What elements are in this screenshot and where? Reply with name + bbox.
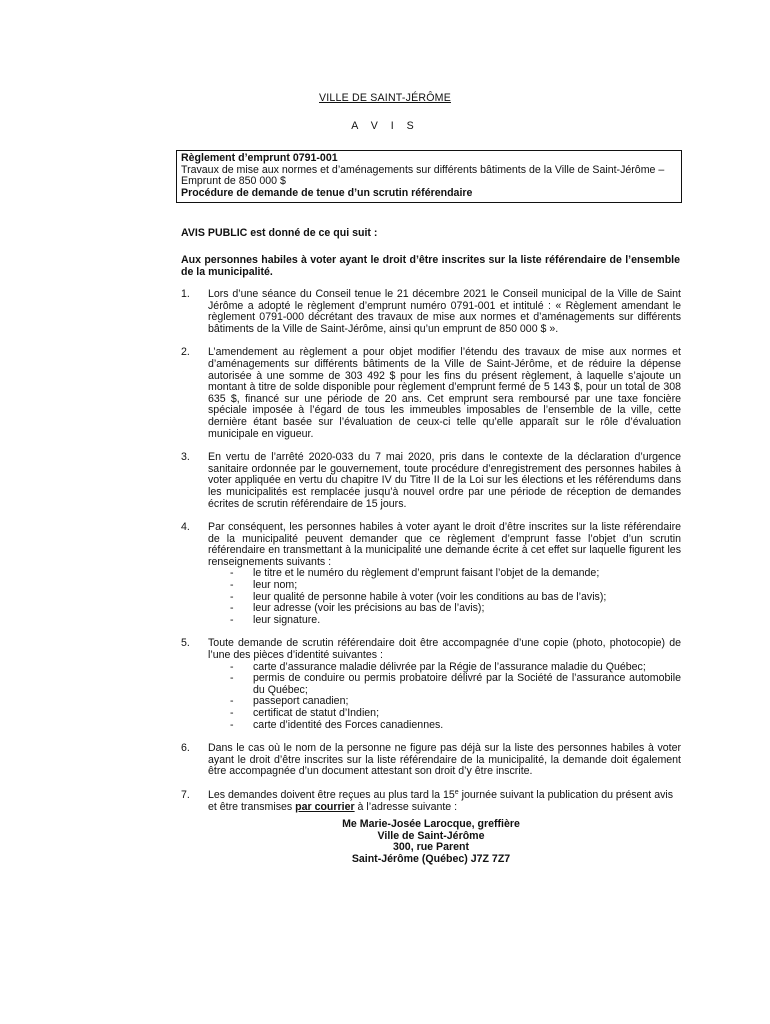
bylaw-procedure: Procédure de demande de tenue d’un scrutin référendaire	[181, 186, 473, 199]
dash-bullet: -	[230, 660, 234, 673]
list-item	[181, 452, 681, 510]
list-item	[181, 289, 681, 335]
sub-item-text: carte d’identité des Forces canadiennes.	[253, 718, 444, 731]
list-item	[181, 638, 681, 731]
item-number: 3.	[181, 451, 190, 464]
item-text: En vertu de l’arrêté 2020-033 du 7 mai 2020, pris dans le contexte de la déclaration d’urgence sanitaire ordonnée par le gouvernement, toute procédure d’enregistrement des personnes habiles à voter appliquée en vertu du chapitre IV du Titre II de la Loi sur les élections et les référendums dans les municipalités est remplacée jusqu’à nouvel ordre par une période de réception de demandes écrites de scrutin référendaire de 15 jours.	[208, 451, 681, 510]
sub-item-text: leur adresse (voir les précisions au bas de l’avis);	[253, 602, 485, 615]
sub-item-text: certificat de statut d’Indien;	[253, 707, 380, 719]
mailing-address	[181, 819, 681, 865]
list-item	[181, 522, 681, 626]
emphasis-underlined: par courrier	[295, 800, 355, 813]
item-text: Par conséquent, les personnes habiles à voter ayant le droit d’être inscrites sur la liste référendaire de la municipalité peuvent demander que ce règlement d’emprunt fasse l’objet d’un scrutin référendaire en transmettant à la municipalité une demande écrite à cet effet sur laquelle figurent les renseignements suivants :	[208, 521, 681, 568]
item-text: L’amendement au règlement a pour objet modifier l’étendu des travaux de mise aux normes et d’aménagements sur différents bâtiments de la Ville de Saint-Jérôme, et de réduire la dépense autorisée à une somme de 303 492 $ pour les fins du présent règlement, à laquelle s’ajoute un montant à titre de solde disponible pour règlement d’emprunt fermé de 5 143 $, pour un total de 308 635 $, financé sur une période de 20 ans. Cet emprunt sera remboursé par une taxe foncière spéciale imposée à l’égard de tous les immeubles imposables de l’ensemble de la ville, cette dernière étant basée sur l’évaluation de ceux-ci telle qu’elle apparaît sur le rôle d’évaluation municipale en vigueur.	[208, 346, 681, 440]
audience-statement: Aux personnes habiles à voter ayant le droit d’être inscrites sur la liste référendaire de l’ensemble de la municipalité.	[181, 254, 680, 278]
town-title: VILLE DE SAINT-JÉRÔME	[319, 92, 451, 104]
item-text-part: à l’adresse suivante :	[354, 800, 458, 813]
sub-item-text: le titre et le numéro du règlement d’emprunt faisant l’objet de la demande;	[253, 567, 600, 580]
item-number: 7.	[181, 788, 190, 801]
dash-bullet: -	[230, 695, 234, 708]
list-item	[181, 347, 681, 440]
superscript: e	[454, 788, 459, 796]
list-item	[181, 790, 681, 813]
address-street: 300, rue Parent	[393, 841, 469, 854]
address-postal: Saint-Jérôme (Québec) J7Z 7Z7	[351, 852, 511, 865]
bylaw-description: Travaux de mise aux normes et d’aménagements sur différents bâtiments de la Ville de Saint-Jérôme – Emprunt de 850 000 $	[181, 163, 665, 188]
public-notice-line: AVIS PUBLIC est donné de ce qui suit :	[181, 227, 378, 239]
item-text-part: journée suivant la publication du présent avis et être transmises	[208, 788, 674, 813]
dash-bullet: -	[230, 590, 234, 603]
item-number: 2.	[181, 346, 190, 359]
sub-item	[208, 615, 681, 627]
dash-bullet: -	[230, 579, 234, 592]
sub-item-text: permis de conduire ou permis probatoire délivré par la Société de l’assurance automobile du Québec;	[253, 672, 681, 696]
sub-item-text: carte d’assurance maladie délivrée par la Régie de l’assurance maladie du Québec;	[253, 660, 646, 673]
bylaw-summary-box	[176, 150, 682, 203]
dash-bullet: -	[230, 602, 234, 615]
address-city-office: Ville de Saint-Jérôme	[377, 829, 485, 842]
address-name: Me Marie-Josée Larocque, greffière	[342, 818, 520, 831]
sub-item-text: leur nom;	[253, 579, 298, 592]
item-text: Lors d’une séance du Conseil tenue le 21 décembre 2021 le Conseil municipal de la Ville de Saint Jérôme a adopté le règlement d’emprunt numéro 0791-001 et intitulé : « Règlement amendant le règlement 0791-000 décrétant des travaux de mise aux normes et d’aménagements sur différents bâtiments de la Ville de Saint-Jérôme, ainsi qu’un emprunt de 850 000 $ ».	[208, 288, 681, 335]
item-number: 6.	[181, 742, 190, 755]
item-number: 5.	[181, 637, 190, 650]
notice-items	[181, 289, 681, 866]
dash-bullet: -	[230, 613, 234, 626]
dash-bullet: -	[230, 567, 234, 580]
item-text: Toute demande de scrutin référendaire doit être accompagnée d’une copie (photo, photocopie) de l’une des pièces d’identité suivantes :	[208, 637, 681, 662]
sub-item-text: leur signature.	[253, 613, 321, 626]
item-number: 1.	[181, 288, 190, 300]
item-text: Dans le cas où le nom de la personne ne figure pas déjà sur la liste des personnes habiles à voter ayant le droit d’être inscrites sur la liste référendaire de la municipalité, la demande doit également être accompagnée d’un document attestant son droit d’y être inscrite.	[208, 742, 681, 778]
sub-item	[208, 673, 681, 696]
dash-bullet: -	[230, 718, 234, 731]
item-number: 4.	[181, 521, 190, 534]
notice-heading: A V I S	[351, 120, 419, 132]
sub-item-text: passeport canadien;	[253, 695, 349, 708]
item-text	[208, 790, 681, 813]
list-item	[181, 743, 681, 778]
item-text-part: Les demandes doivent être reçues au plus tard la 15	[208, 788, 455, 801]
sub-item	[208, 720, 681, 732]
dash-bullet: -	[230, 707, 234, 719]
bylaw-number: Règlement d’emprunt 0791-001	[181, 152, 338, 164]
dash-bullet: -	[230, 672, 234, 685]
sub-item-text: leur qualité de personne habile à voter (voir les conditions au bas de l’avis);	[253, 590, 607, 603]
